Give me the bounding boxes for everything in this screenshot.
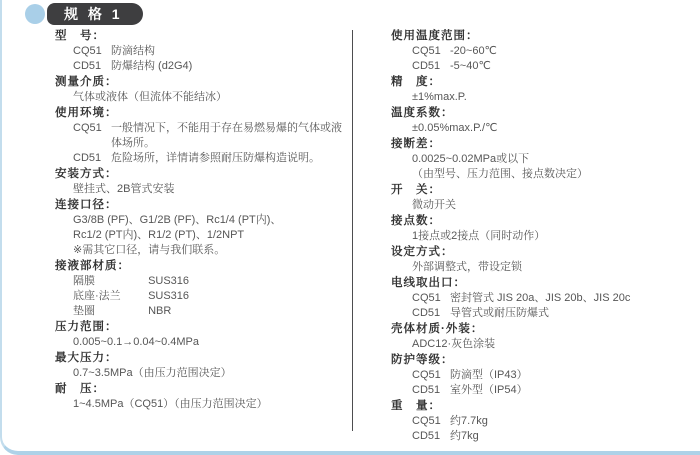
spec-label: 电线取出口： [391,277,466,289]
model-code: CD51 [73,152,102,164]
spec-value: ADC12·灰色涂装 [412,338,496,350]
section-header [0,0,700,30]
spec-value: 外部调整式，带设定锁 [412,261,522,273]
spec-section-wire-outlet [391,276,693,321]
spec-row [391,59,693,74]
spec-section-connection [55,198,349,258]
spec-section-mounting [55,167,349,197]
model-code: CD51 [412,430,441,442]
spec-label: 压力范围： [55,321,118,333]
spec-value: 1接点或2接点（同时动作） [412,230,546,242]
spec-label: 使用环境： [55,107,118,119]
spec-section-withstand-pressure [55,382,349,412]
model-code: CQ51 [412,45,441,57]
spec-section-housing [391,322,693,352]
spec-row [55,121,349,151]
spec-value: 0.005~0.1→0.04~0.4MPa [73,336,199,348]
spec-section-max-pressure [55,351,349,381]
model-code: CD51 [73,60,102,72]
material-name: 垫圈 [73,305,95,317]
spec-value: 防滴型（IP43） [450,369,528,381]
spec-section-differential [391,137,693,182]
spec-value: -5~40℃ [450,60,491,72]
spec-note: ※需其它口径，请与我们联系。 [73,244,226,256]
spec-row [391,306,693,321]
spec-section-switch [391,183,693,213]
spec-section-model [55,29,349,74]
spec-section-pressure-range [55,320,349,350]
spec-row [55,274,349,289]
spec-section-temp-coefficient [391,106,693,136]
spec-label: 防护等级： [391,354,454,366]
spec-row [55,304,349,319]
spec-value: 一般情况下，不能用于存在易燃易爆的气体或液体场所。 [111,122,342,149]
model-code: CD51 [412,60,441,72]
model-code: CQ51 [73,45,102,57]
spec-value: 室外型（IP54） [450,384,528,396]
spec-row [391,429,693,444]
spec-row [391,291,693,306]
spec-label: 重 量： [391,400,441,412]
model-code: CQ51 [412,369,441,381]
spec-label: 耐 压： [55,383,105,395]
spec-column-right [391,28,693,444]
model-code: CQ51 [73,122,102,134]
spec-label: 精 度： [391,76,441,88]
spec-label: 最大压力： [55,352,118,364]
spec-row [55,151,349,166]
spec-row [391,44,693,59]
spec-value: 0.0025~0.02MPa或以下 [412,153,530,165]
spec-label: 安装方式： [55,168,118,180]
spec-section-protection [391,353,693,398]
spec-label: 使用温度范围： [391,30,479,42]
bullet-circle-icon [25,4,45,24]
model-code: CQ51 [412,292,441,304]
spec-value: 壁挂式、2B管式安装 [73,183,175,195]
material-value: SUS316 [148,275,190,287]
spec-row [391,368,693,383]
spec-label: 测量介质： [55,76,118,88]
spec-value: 防爆结构 (d2G4) [111,60,193,72]
spec-value: -20~60℃ [450,45,497,57]
spec-label: 接断差： [391,138,441,150]
spec-label: 接点数： [391,215,441,227]
material-value: NBR [148,305,172,317]
spec-value: 防滴结构 [111,45,155,57]
spec-label: 设定方式： [391,246,454,258]
spec-label: 开 关： [391,184,441,196]
spec-value: Rc1/2 (PT内)、R1/2 (PT)、1/2NPT [73,229,245,241]
spec-value: 约7kg [450,430,479,442]
spec-value: G3/8B (PF)、G1/2B (PF)、Rc1/4 (PT内)、 [73,214,282,226]
spec-label: 连接口径： [55,199,118,211]
spec-value: 密封管式 JIS 20a、JIS 20b、JIS 20c [450,292,631,304]
spec-row [55,289,349,304]
page-title: 规 格 1 [64,6,123,22]
model-code: CD51 [412,307,441,319]
model-code: CQ51 [412,415,441,427]
spec-label: 接液部材质： [55,260,130,272]
spec-row [55,44,349,59]
spec-section-temp-range [391,29,693,74]
spec-value: 微动开关 [412,199,456,211]
spec-value: 0.7~3.5MPa（由压力范围决定） [73,367,232,379]
spec-section-weight [391,399,693,444]
spec-value: ±0.05%max.P./℃ [412,122,498,134]
spec-value: （由型号、压力范围、接点数决定） [412,168,588,180]
spec-section-setting-method [391,245,693,275]
spec-row [391,414,693,429]
spec-value: 气体或液体（但流体不能结冰） [73,91,227,103]
section-title-banner [47,3,143,25]
spec-row [55,59,349,74]
spec-section-environment [55,106,349,166]
spec-value: 约7.7kg [450,415,488,427]
spec-column-left [55,28,349,412]
material-name: 底座·法兰 [73,290,121,302]
spec-section-contacts [391,214,693,244]
spec-label: 型 号： [55,30,105,42]
column-divider [352,30,353,431]
spec-value: ±1%max.P. [412,91,467,103]
spec-value: 1~4.5MPa（CQ51）（由压力范围决定） [73,398,268,410]
material-name: 隔膜 [73,275,95,287]
spec-section-accuracy [391,75,693,105]
spec-label: 壳体材质·外装： [391,323,484,335]
spec-label: 温度系数： [391,107,454,119]
model-code: CD51 [412,384,441,396]
spec-value: 导管式或耐压防爆式 [450,307,549,319]
spec-row [391,383,693,398]
material-value: SUS316 [148,290,190,302]
spec-value: 危险场所，详情请参照耐压防爆构造说明。 [111,152,320,164]
spec-section-wetted-material [55,259,349,319]
spec-section-medium [55,75,349,105]
